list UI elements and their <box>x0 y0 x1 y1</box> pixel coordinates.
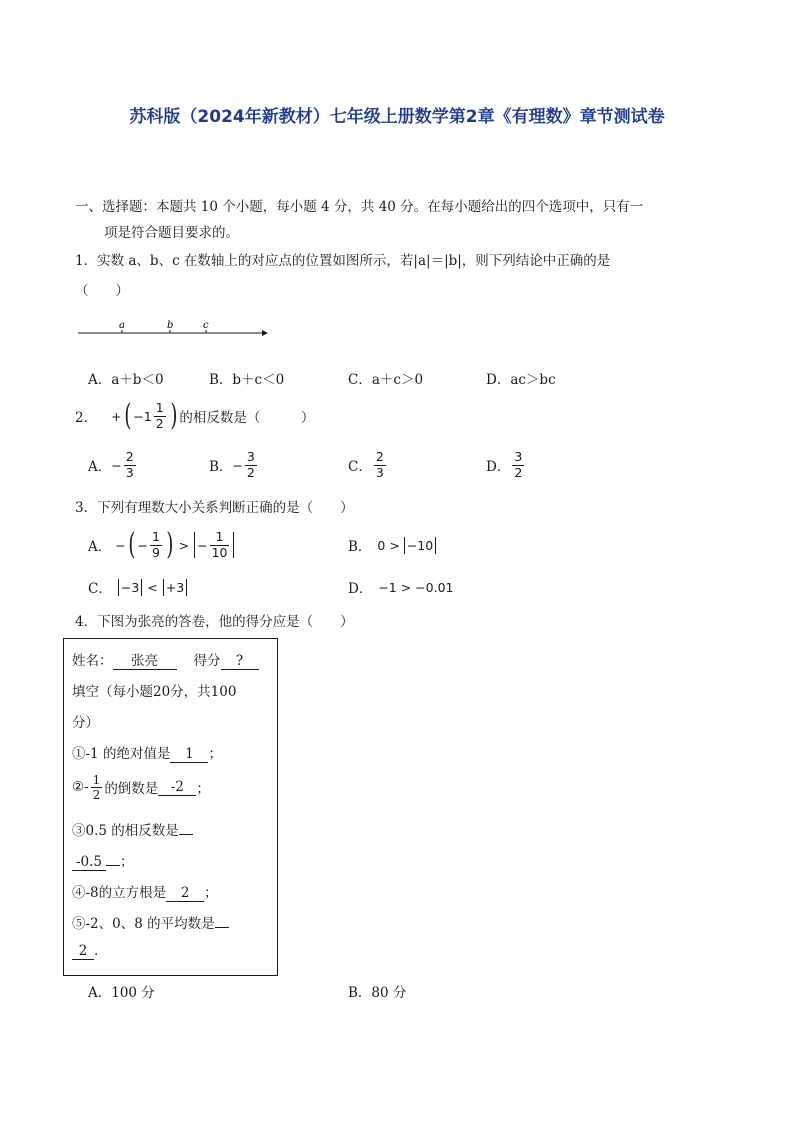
abs-bar-icon <box>141 579 142 596</box>
page-title: 苏科版（2024年新教材）七年级上册数学第2章《有理数》章节测试卷 <box>129 107 665 127</box>
axis-label-c: c <box>203 320 209 331</box>
q1-stem: 1．实数 a、b、c 在数轴上的对应点的位置如图所示，若|a|＝|b|，则下列结论中正确的是 <box>75 253 611 269</box>
q3-option-d[interactable]: D． −1 > −0.01 <box>348 579 454 597</box>
abs-bar-icon <box>194 532 195 558</box>
q1-answer-blank: （ ） <box>75 283 129 299</box>
abs-bar-icon <box>435 537 436 554</box>
q2-option-b[interactable]: B． − $\frac{3}{2}$ <box>209 449 255 480</box>
card-name-value: 张亮 <box>113 649 177 670</box>
q3-option-a[interactable]: A． − ( − $\frac{1}{9}$ ) > − $\frac{1}{10}$ <box>88 525 236 565</box>
q2-fraction: $\frac{1}{2}$ <box>155 400 164 431</box>
q2-stem-tail: 的相反数是（ ） <box>179 410 315 426</box>
card-item-5: ⑤-2、0、8 的平均数是 <box>72 912 229 932</box>
abs-bar-icon <box>163 579 164 596</box>
section-heading: 一、选择题：本题共 10 个小题，每小题 4 分，共 40 分。在每小题给出的四个选项中，只有一 <box>75 199 644 215</box>
card-score-value: ? <box>221 653 259 670</box>
q4-stem: 4．下图为张亮的答卷，他的得分应是（ ） <box>75 614 354 630</box>
q1-option-d[interactable]: D．ac＞bc <box>486 372 556 388</box>
q2-plus: + <box>111 408 122 424</box>
axis-arrow-icon <box>262 330 268 336</box>
q3-stem: 3．下列有理数大小关系判断正确的是（ ） <box>75 500 354 516</box>
card-item-5-cont: 2 . <box>72 943 98 960</box>
q2-option-a[interactable]: A． − $\frac{2}{3}$ <box>88 449 134 480</box>
q4-option-a[interactable]: A．100 分 <box>88 985 155 1001</box>
q3-option-b[interactable]: B． 0 > −10 <box>348 535 438 555</box>
q1-option-a[interactable]: A．a＋b＜0 <box>88 372 164 388</box>
q3-option-c[interactable]: C． −3 < +3 <box>88 577 189 597</box>
card-name-row: 姓名： 张亮 得分 ? <box>72 649 259 670</box>
q1-option-c[interactable]: C．a＋c＞0 <box>348 372 424 388</box>
card-item-3: ③0.5 的相反数是 <box>72 819 193 839</box>
q2-number: 2． <box>75 410 98 426</box>
answer-sheet-card <box>63 638 278 976</box>
right-paren-icon: ) <box>166 527 174 562</box>
abs-bar-icon <box>186 579 187 596</box>
q4-option-b[interactable]: B．80 分 <box>348 985 407 1001</box>
abs-bar-icon <box>404 537 405 554</box>
right-paren-icon: ) <box>170 398 178 433</box>
abs-bar-icon <box>118 579 119 596</box>
q2-option-c[interactable]: C． $\frac{2}{3}$ <box>348 449 384 480</box>
q2-option-d[interactable]: D． $\frac{3}{2}$ <box>486 449 523 480</box>
abs-bar-icon <box>233 532 234 558</box>
card-item-4: ④-8的立方根是 2 ； <box>72 885 218 901</box>
card-item-3-cont: -0.5 ； <box>72 850 134 871</box>
q2-neg-int: −1 <box>133 408 152 424</box>
card-item-2: ②- $\frac{1}{2}$ 的倒数是 -2 ； <box>72 772 210 802</box>
axis-label-b: b <box>167 320 174 331</box>
left-paren-icon: ( <box>123 398 131 433</box>
q1-option-b[interactable]: B．b＋c＜0 <box>209 372 285 388</box>
axis-label-a: a <box>119 320 125 331</box>
card-item-1: ①-1 的绝对值是 1 ； <box>72 746 222 762</box>
number-line <box>78 318 268 340</box>
card-intro-line2: 分） <box>72 715 99 731</box>
section-heading-cont: 项是符合题目要求的。 <box>104 225 239 241</box>
card-intro-line1: 填空（每小题20分，共100 <box>72 684 237 700</box>
left-paren-icon: ( <box>128 527 136 562</box>
q2-stem <box>75 397 314 435</box>
